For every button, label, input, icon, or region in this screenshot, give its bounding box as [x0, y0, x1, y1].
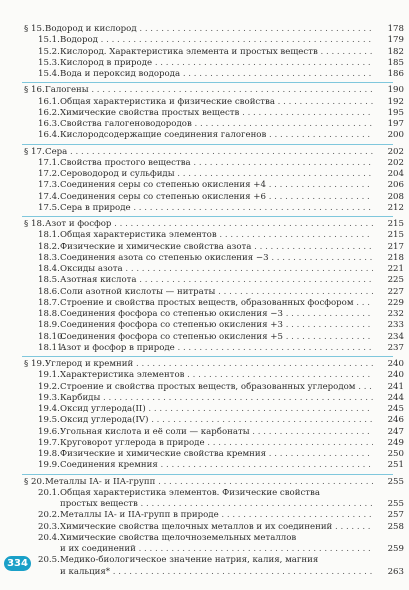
- entry-page: 200: [387, 130, 404, 141]
- toc-entry: [0, 522, 409, 533]
- entry-title: Круговорот углерода в природе . . .: [60, 438, 373, 449]
- toc-entry: [0, 203, 409, 214]
- entry-title: Соли азотной кислоты — нитраты . . .: [60, 287, 373, 298]
- entry-page: 178: [387, 24, 404, 34]
- entry-number: 18.3.: [38, 252, 60, 263]
- toc-entry: [0, 230, 409, 241]
- entry-number: 18.10.: [38, 331, 66, 342]
- entry-title: Азотная кислота . . .: [60, 275, 373, 286]
- entry-number: 15.1.: [38, 35, 60, 46]
- entry-number: 19.3.: [38, 392, 60, 403]
- entry-number: 20.4.: [38, 532, 60, 543]
- entry-page: 255: [387, 499, 404, 509]
- entry-page: 240: [387, 370, 404, 381]
- entry-title: Водород и кислород . . .: [45, 24, 373, 35]
- entry-title: Строение и свойства простых веществ, образованных фосфором . . .: [60, 298, 373, 309]
- entry-title: Оксид углерода(IV) . . .: [60, 415, 373, 426]
- entry-title: Металлы IA- и IIA-групп . . .: [45, 477, 373, 488]
- entry-number: § 16.: [24, 85, 45, 96]
- toc-entry: [0, 438, 409, 449]
- entry-number: 18.11.: [38, 342, 66, 353]
- toc-entry: [0, 192, 409, 203]
- entry-page: 202: [387, 146, 404, 157]
- toc-entry: [0, 169, 409, 180]
- entry-page: 258: [387, 521, 404, 532]
- entry-title: Водород . . .: [60, 35, 373, 46]
- toc-entry: [0, 97, 409, 108]
- entry-title: и их соединений . . .: [60, 544, 373, 555]
- toc-entry: [0, 449, 409, 460]
- entry-title: Кислородсодержащие соединения галогенов . . .: [60, 130, 373, 141]
- entry-number: 19.5.: [38, 415, 60, 426]
- toc-entry: [0, 343, 409, 354]
- entry-page: 247: [387, 426, 404, 437]
- entry-page: 186: [387, 69, 404, 79]
- entry-page: 218: [387, 252, 404, 263]
- entry-page: 215: [387, 230, 404, 241]
- entry-number: 18.1.: [38, 230, 60, 241]
- entry-number: 20.2.: [38, 510, 60, 521]
- toc-entry: [0, 393, 409, 404]
- entry-number: 18.8.: [38, 309, 60, 319]
- entry-title: Кислород в природе . . .: [60, 58, 373, 69]
- entry-title: Химические свойства щелочноземельных металлов: [60, 532, 297, 543]
- entry-page: 245: [387, 404, 404, 414]
- entry-title: Соединения фосфора со степенью окисления +5 . . .: [60, 332, 373, 343]
- entry-page: 250: [387, 449, 404, 459]
- toc-entry: [0, 567, 409, 578]
- toc-entry: [0, 555, 409, 566]
- toc-entry: [0, 332, 409, 343]
- entry-number: 18.9.: [38, 320, 60, 331]
- toc-section: [0, 219, 409, 230]
- entry-title: Оксид углерода(II) . . .: [60, 404, 373, 415]
- entry-number: 17.2.: [38, 169, 60, 179]
- entry-page: 237: [387, 342, 404, 353]
- entry-page: 197: [387, 119, 404, 129]
- entry-number: 19.7.: [38, 437, 60, 448]
- toc-section: [0, 147, 409, 158]
- entry-title: Сероводород и сульфиды . . .: [60, 169, 373, 180]
- toc-entry: [0, 58, 409, 69]
- entry-title: Соединения серы со степенью окисления +4 . . .: [60, 180, 373, 191]
- entry-number: 18.7.: [38, 297, 60, 308]
- toc-entry: [0, 35, 409, 46]
- entry-number: § 15.: [24, 24, 45, 34]
- entry-number: 19.8.: [38, 449, 60, 459]
- entry-title: Свойства галогеноводородов . . .: [60, 119, 373, 130]
- toc-entry: [0, 264, 409, 275]
- entry-page: 195: [387, 107, 404, 118]
- entry-page: 244: [387, 392, 404, 403]
- entry-number: § 17.: [24, 146, 45, 157]
- toc-entry: [0, 320, 409, 331]
- entry-title: Общая характеристика элементов . . .: [60, 230, 373, 241]
- entry-title: Общая характеристика и физические свойства . . .: [60, 97, 373, 108]
- entry-title: Металлы IA- и IIA-групп в природе . . .: [60, 510, 373, 521]
- entry-page: 182: [387, 46, 404, 57]
- toc-entry: [0, 119, 409, 130]
- entry-title: Оксиды азота . . .: [60, 264, 373, 275]
- toc-entry: [0, 544, 409, 555]
- entry-page: 257: [387, 510, 404, 521]
- entry-title: Галогены . . .: [45, 85, 373, 96]
- toc-entry: [0, 298, 409, 309]
- entry-title: Физические и химические свойства азота . . .: [60, 242, 373, 253]
- toc-entry: [0, 242, 409, 253]
- toc-section: [0, 85, 409, 96]
- entry-number: 16.4.: [38, 130, 60, 141]
- toc-entry: [0, 499, 409, 510]
- entry-number: 18.6.: [38, 286, 60, 297]
- entry-title: Химические свойства простых веществ . . .: [60, 108, 373, 119]
- entry-title: Соединения кремния . . .: [60, 460, 373, 471]
- toc-entry: [0, 47, 409, 58]
- table-of-contents: [0, 24, 409, 578]
- entry-page: 208: [387, 191, 404, 202]
- entry-number: § 19.: [24, 359, 45, 369]
- entry-title: Физические и химические свойства кремния . . .: [60, 449, 373, 460]
- entry-title: Химические свойства щелочных металлов и их соединений . . .: [60, 522, 373, 533]
- entry-page: 232: [387, 309, 404, 319]
- entry-number: 15.3.: [38, 57, 60, 68]
- entry-page: 202: [387, 157, 404, 168]
- entry-page: 251: [387, 460, 404, 471]
- toc-entry: [0, 130, 409, 141]
- entry-page: 212: [387, 202, 404, 213]
- entry-number: 18.2.: [38, 241, 60, 252]
- entry-title: Карбиды . . .: [60, 393, 373, 404]
- entry-page: 259: [387, 544, 404, 554]
- toc-entry: [0, 287, 409, 298]
- entry-title: Кислород. Характеристика элемента и простых веществ . . .: [60, 47, 373, 58]
- entry-page: 249: [387, 437, 404, 448]
- entry-page: 206: [387, 180, 404, 191]
- entry-title: Свойства простого вещества . . .: [60, 158, 373, 169]
- entry-title: Углерод и кремний . . .: [45, 359, 373, 370]
- entry-title: Соединения серы со степенью окисления +6 . . .: [60, 192, 373, 203]
- entry-page: 204: [387, 169, 404, 179]
- entry-number: 20.1.: [38, 487, 60, 498]
- entry-title: Соединения фосфора со степенью окисления +3 . . .: [60, 320, 373, 331]
- entry-page: 192: [387, 96, 404, 107]
- entry-number: 20.3.: [38, 521, 60, 532]
- entry-title: Строение и свойства простых веществ, образованных углеродом . . .: [60, 382, 373, 393]
- toc-entry: [0, 69, 409, 80]
- entry-title: простых веществ . . .: [60, 499, 373, 510]
- entry-page: 241: [387, 381, 404, 392]
- entry-title: Характеристика элементов . . .: [60, 370, 373, 381]
- toc-entry: [0, 370, 409, 381]
- entry-number: 19.6.: [38, 426, 60, 437]
- toc-entry: [0, 427, 409, 438]
- toc-entry: [0, 180, 409, 191]
- entry-title: Соединения азота со степенью окисления −3 . . .: [60, 253, 373, 264]
- toc-section: [0, 477, 409, 488]
- toc-entry: [0, 253, 409, 264]
- entry-page: 229: [387, 297, 404, 308]
- entry-title: Сера в природе . . .: [60, 203, 373, 214]
- entry-title: Медико-биологическое значение натрия, калия, магния: [60, 555, 319, 566]
- entry-number: 15.4.: [38, 69, 60, 79]
- entry-page: 227: [387, 286, 404, 297]
- entry-number: 20.5.: [38, 555, 60, 566]
- toc-entry: [0, 488, 409, 499]
- toc-section: [0, 24, 409, 35]
- entry-number: 19.9.: [38, 460, 60, 471]
- entry-number: 16.2.: [38, 107, 60, 118]
- entry-number: 16.3.: [38, 119, 60, 129]
- entry-title: Вода и пероксид водорода . . .: [60, 69, 373, 80]
- entry-page: 246: [387, 415, 404, 426]
- entry-title: Азот и фосфор . . .: [45, 219, 373, 230]
- toc-entry: [0, 415, 409, 426]
- entry-title: и кальция* . . .: [60, 567, 373, 578]
- toc-entry: [0, 510, 409, 521]
- entry-title: Соединения фосфора со степенью окисления −3 . . .: [60, 309, 373, 320]
- entry-page: 225: [387, 275, 404, 286]
- entry-number: 17.3.: [38, 180, 60, 191]
- entry-page: 190: [387, 85, 404, 96]
- entry-number: 15.2.: [38, 46, 60, 57]
- entry-title: Угольная кислота и её соли — карбонаты . . .: [60, 427, 373, 438]
- entry-page: 234: [387, 331, 404, 342]
- entry-page: 185: [387, 57, 404, 68]
- entry-page: 221: [387, 264, 404, 274]
- entry-page: 179: [387, 35, 404, 46]
- entry-page: 233: [387, 320, 404, 331]
- entry-number: § 20.: [24, 476, 45, 487]
- entry-number: 17.5.: [38, 202, 60, 213]
- entry-page: 217: [387, 241, 404, 252]
- entry-number: 18.4.: [38, 264, 60, 274]
- entry-title: Сера . . .: [45, 147, 373, 158]
- entry-number: 16.1.: [38, 96, 60, 107]
- entry-title: Азот и фосфор в природе . . .: [60, 343, 373, 354]
- entry-number: 19.4.: [38, 404, 60, 414]
- toc-entry: [0, 404, 409, 415]
- toc-entry: [0, 533, 409, 544]
- toc-entry: [0, 108, 409, 119]
- toc-entry: [0, 460, 409, 471]
- toc-section: [0, 359, 409, 370]
- entry-number: 19.1.: [38, 370, 60, 381]
- toc-entry: [0, 275, 409, 286]
- entry-page: 255: [387, 476, 404, 487]
- entry-number: 17.1.: [38, 157, 60, 168]
- toc-entry: [0, 309, 409, 320]
- entry-page: 263: [387, 566, 404, 577]
- entry-title: Общая характеристика элементов. Физические свойства: [60, 487, 320, 498]
- toc-entry: [0, 382, 409, 393]
- entry-number: 18.5.: [38, 275, 60, 286]
- page-number-badge: 334: [4, 556, 31, 571]
- entry-number: 19.2.: [38, 381, 60, 392]
- entry-number: § 18.: [24, 219, 45, 229]
- entry-page: 240: [387, 359, 404, 369]
- entry-number: 17.4.: [38, 191, 60, 202]
- entry-page: 215: [387, 219, 404, 229]
- toc-entry: [0, 158, 409, 169]
